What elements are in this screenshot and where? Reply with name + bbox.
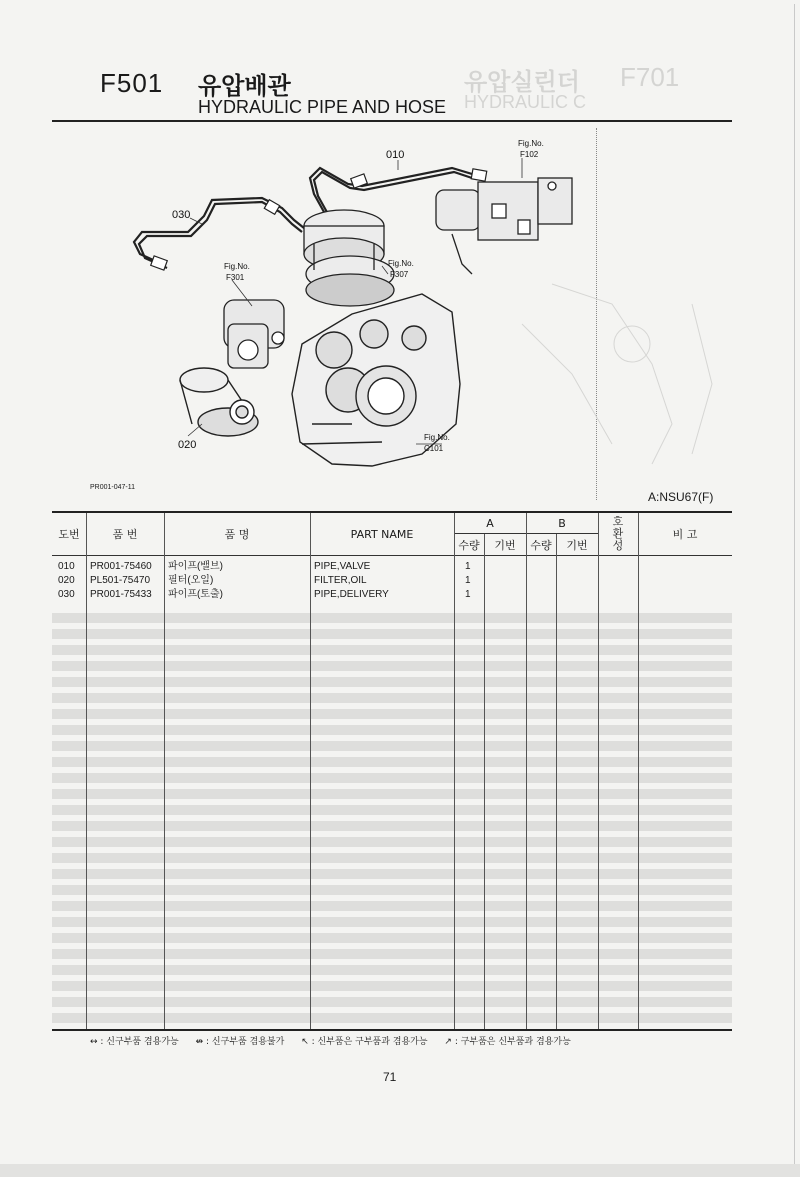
row-no: 030 (58, 589, 75, 600)
legend-item: ↮ : 신구부품 겸용불가 (195, 1037, 285, 1047)
header-qty-b: 수량 (530, 538, 552, 552)
row-shade (52, 837, 732, 847)
row-part-no: PL501-75470 (90, 575, 151, 586)
row-name-en: PIPE,DELIVERY (314, 589, 389, 600)
bleed-through-title: 유압실린더 (464, 69, 580, 96)
header-part-name-en: PART NAME (350, 527, 414, 541)
section-code: F501 (100, 68, 164, 98)
row-name-ko: 필터(오일) (168, 575, 214, 586)
fig-ref-f307-label: Fig.No. (388, 259, 414, 268)
row-shade (52, 613, 732, 623)
row-qty-a: 1 (465, 575, 471, 586)
bleed-through-code: F701 (620, 62, 680, 92)
page-title-english: HYDRAULIC PIPE AND HOSE (198, 97, 447, 117)
header-compat: 호환성 (612, 515, 624, 552)
fig-ref-c101-label: Fig.No. (424, 433, 450, 442)
table-header (52, 513, 732, 556)
row-no: 020 (58, 575, 75, 586)
row-shade (52, 725, 732, 735)
table-row (52, 588, 732, 602)
column-divider (484, 534, 485, 1029)
row-shade (52, 773, 732, 783)
row-shade (52, 693, 732, 703)
callout-010: 010 (386, 149, 405, 161)
row-shade (52, 757, 732, 767)
pump-drive-block (304, 210, 394, 306)
parts-table (52, 511, 732, 1031)
row-no: 010 (58, 561, 75, 572)
header-machine-a: 기번 (494, 538, 516, 552)
row-name-ko: 파이프(밸브) (168, 561, 223, 572)
legend-item: ↖ : 신부품은 구부품과 겸용가능 (301, 1037, 428, 1047)
legend-item: ↔ : 신구부품 겸용가능 (90, 1037, 179, 1047)
row-shade (52, 949, 732, 959)
row-shade (52, 965, 732, 975)
row-shade (52, 885, 732, 895)
column-divider (556, 534, 557, 1029)
fig-ref-f301-label: Fig.No. (224, 262, 250, 271)
row-shade (52, 741, 732, 751)
row-shade (52, 661, 732, 671)
header-part-no: 품 번 (112, 528, 138, 541)
row-part-no: PR001-75460 (90, 561, 152, 572)
page-number: 71 (383, 1070, 397, 1084)
row-shade (52, 853, 732, 863)
header-remarks: 비 고 (672, 528, 698, 541)
fig-ref-f102-label: Fig.No. (518, 139, 544, 148)
hydraulic-pump (224, 300, 284, 368)
row-shade (52, 645, 732, 655)
row-qty-a: 1 (465, 589, 471, 600)
row-name-en: FILTER,OIL (314, 575, 367, 586)
model-code: A:NSU67(F) (648, 490, 714, 504)
header-rule (52, 120, 732, 122)
callout-020: 020 (178, 439, 197, 451)
row-shade (52, 901, 732, 911)
row-qty-a: 1 (465, 561, 471, 572)
control-valve (436, 178, 572, 274)
page-title-korean: 유압배관 (198, 72, 291, 100)
fig-ref-f102: F102 (520, 150, 539, 159)
row-shade (52, 997, 732, 1007)
table-row (52, 574, 732, 588)
legend-item: ↗ : 구부품은 신부품과 겸용가능 (444, 1037, 571, 1047)
callout-030: 030 (172, 209, 191, 221)
bleed-through-artwork (522, 284, 712, 464)
bleed-through-subtitle: HYDRAULIC C (464, 92, 587, 112)
row-shade (52, 629, 732, 639)
fig-ref-c101: C101 (424, 444, 444, 453)
row-shade (52, 1013, 732, 1023)
row-part-no: PR001-75433 (90, 589, 152, 600)
row-shade (52, 789, 732, 799)
header-no: 도번 (58, 528, 80, 541)
header-group-a: A (454, 513, 526, 534)
fig-ref-f307: F307 (390, 270, 409, 279)
row-shade (52, 805, 732, 815)
row-shade (52, 869, 732, 879)
row-shade (52, 821, 732, 831)
row-shade (52, 677, 732, 687)
scan-edge (0, 1164, 800, 1177)
drawing-reference-code: PR001-047-11 (90, 484, 136, 491)
table-row (52, 560, 732, 574)
row-shade (52, 933, 732, 943)
row-shade (52, 981, 732, 991)
header-group-b: B (526, 513, 598, 534)
row-name-ko: 파이프(토출) (168, 589, 223, 600)
row-shade (52, 917, 732, 927)
header-part-name-ko: 품 명 (224, 528, 250, 541)
parts-diagram (52, 124, 742, 504)
oil-filter (180, 368, 258, 436)
row-shade (52, 709, 732, 719)
header-qty-a: 수량 (458, 538, 480, 552)
header-machine-b: 기번 (566, 538, 588, 552)
compatibility-legend (90, 1034, 585, 1047)
row-name-en: PIPE,VALVE (314, 561, 371, 572)
fig-ref-f301: F301 (226, 273, 245, 282)
